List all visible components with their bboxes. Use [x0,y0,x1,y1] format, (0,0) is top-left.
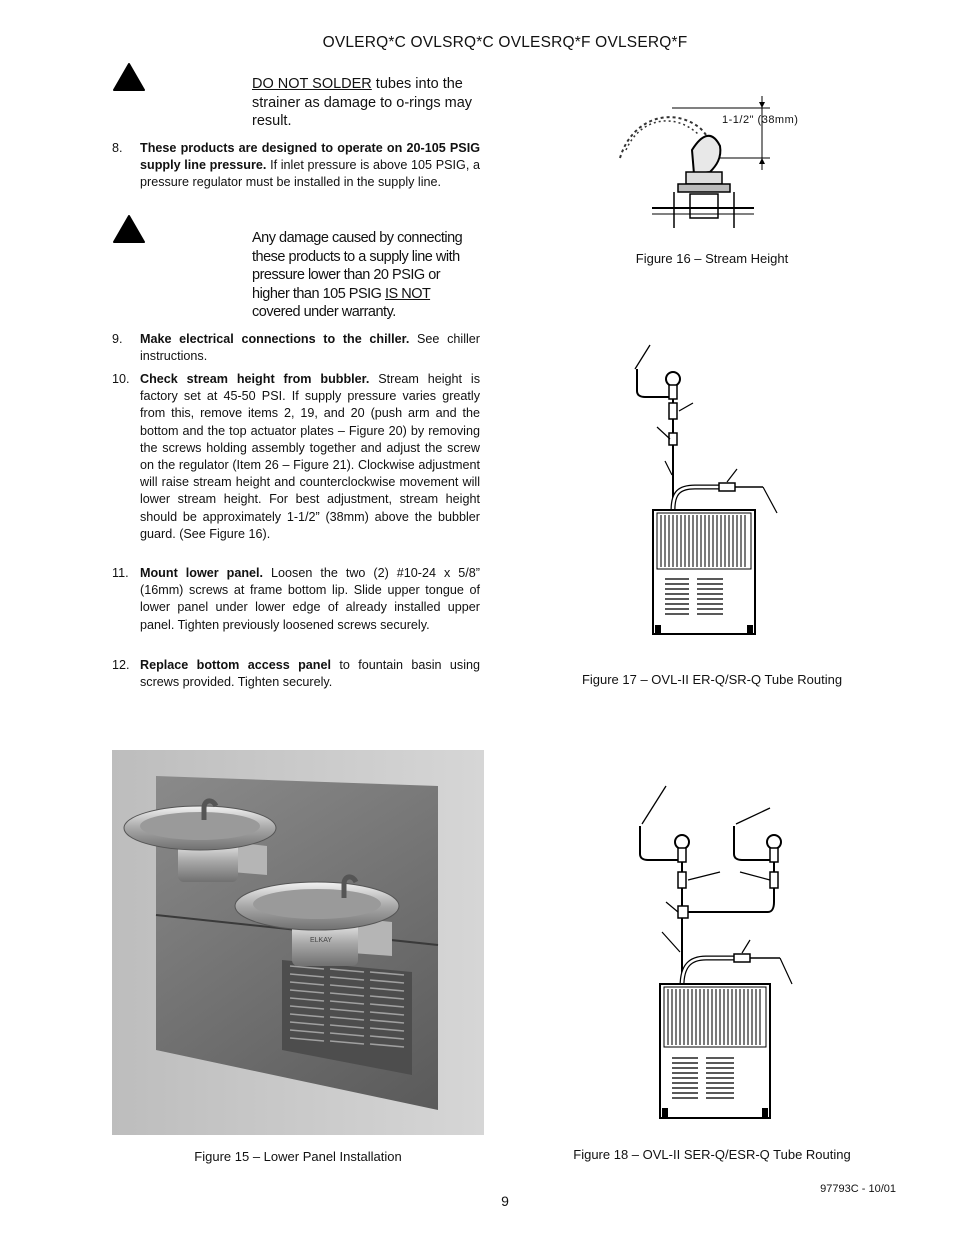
step-heading: Make electrical connections to the chiller. [140,332,410,346]
warning-triangle-icon [112,214,146,244]
figure-18-tube-routing-drawing [620,780,800,1125]
warning-pressure-emphasis: IS NOT [385,285,431,302]
step-number: 9. [112,332,123,346]
step-text: Loosen the two (2) #10-24 x 5/8” (16mm) screws at frame bottom lip. Slide upper tongue of lower panel under lower edge of already installed upper panel. Tighten previously loosened screws securely. [140,566,480,632]
step-text: to fountain basin using screws provided. Tighten securely. [140,658,481,690]
step-number: 10. [112,372,130,386]
step-8 [112,140,480,192]
figure-16-stream-height-drawing [612,88,812,233]
warning-triangle-icon [112,62,146,92]
step-number: 8. [112,141,123,155]
step-heading: Mount lower panel. [140,566,264,580]
step-text: See chiller instructions. [140,332,480,364]
figure-18-caption: Figure 18 – OVL-II SER-Q/ESR-Q Tube Routing [573,1147,851,1162]
figure-17-caption: Figure 17 – OVL-II ER-Q/SR-Q Tube Routing [581,672,843,687]
figure-16-caption: Figure 16 – Stream Height [635,251,789,266]
figure-15-lower-panel-illustration [112,750,484,1135]
step-12 [112,657,480,691]
step-text: If inlet pressure is above 105 PSIG, a pressure regulator must be installed in the supply line. [140,158,481,190]
warning-pressure-text: Any damage caused by connecting these products to a supply line with pressure lower than 20 PSIG or higher than 105 PSIG [252,230,463,302]
warning-no-solder-text: tubes into the strainer as damage to o-rings may result. [252,76,473,129]
step-heading: These products are designed to operate on 20-105 PSIG supply line pressure. [140,141,480,173]
step-number: 11. [112,566,129,580]
warning-pressure-damage [252,229,480,322]
page-number: 9 [501,1193,509,1209]
step-heading: Check stream height from bubbler. [140,372,370,386]
step-9 [112,331,480,365]
basin-brand-label: ELKAY [310,937,333,944]
step-heading: Replace bottom access panel [140,658,331,672]
step-10 [112,371,480,543]
warning-no-solder-emphasis: DO NOT SOLDER [252,76,372,92]
figure-15-caption: Figure 15 – Lower Panel Installation [194,1149,402,1164]
stream-height-dimension-label: 1-1/2" (38mm) [722,114,799,126]
figure-17-tube-routing-drawing [615,335,790,640]
step-11 [112,565,480,634]
figure-15-photo [112,750,484,1135]
warning-no-solder [252,75,487,131]
warning-pressure-text-end: covered under warranty. [252,304,396,320]
page-header-title: OVLERQ*C OVLSRQ*C OVLESRQ*F OVLSERQ*F [322,34,688,51]
document-code: 97793C - 10/01 [820,1183,896,1195]
step-number: 12. [112,658,130,672]
step-text: Stream height is factory set at 45-50 PSI. If supply pressure varies greatly from this, remove items 2, 19, and 20 (push arm and the bottom and the top actuator plates – Figure 20) by removing the screws holding assembly together and adjust the screw on the regulator (Item 26 – Figure 21). Clockwise adjustment will raise stream height and counterclockwise movement will lower stream height. For best adjustment, stream height should be approximately 1-1/2” (38mm) above the bubbler guard. (See Figure 16). [140,372,480,541]
